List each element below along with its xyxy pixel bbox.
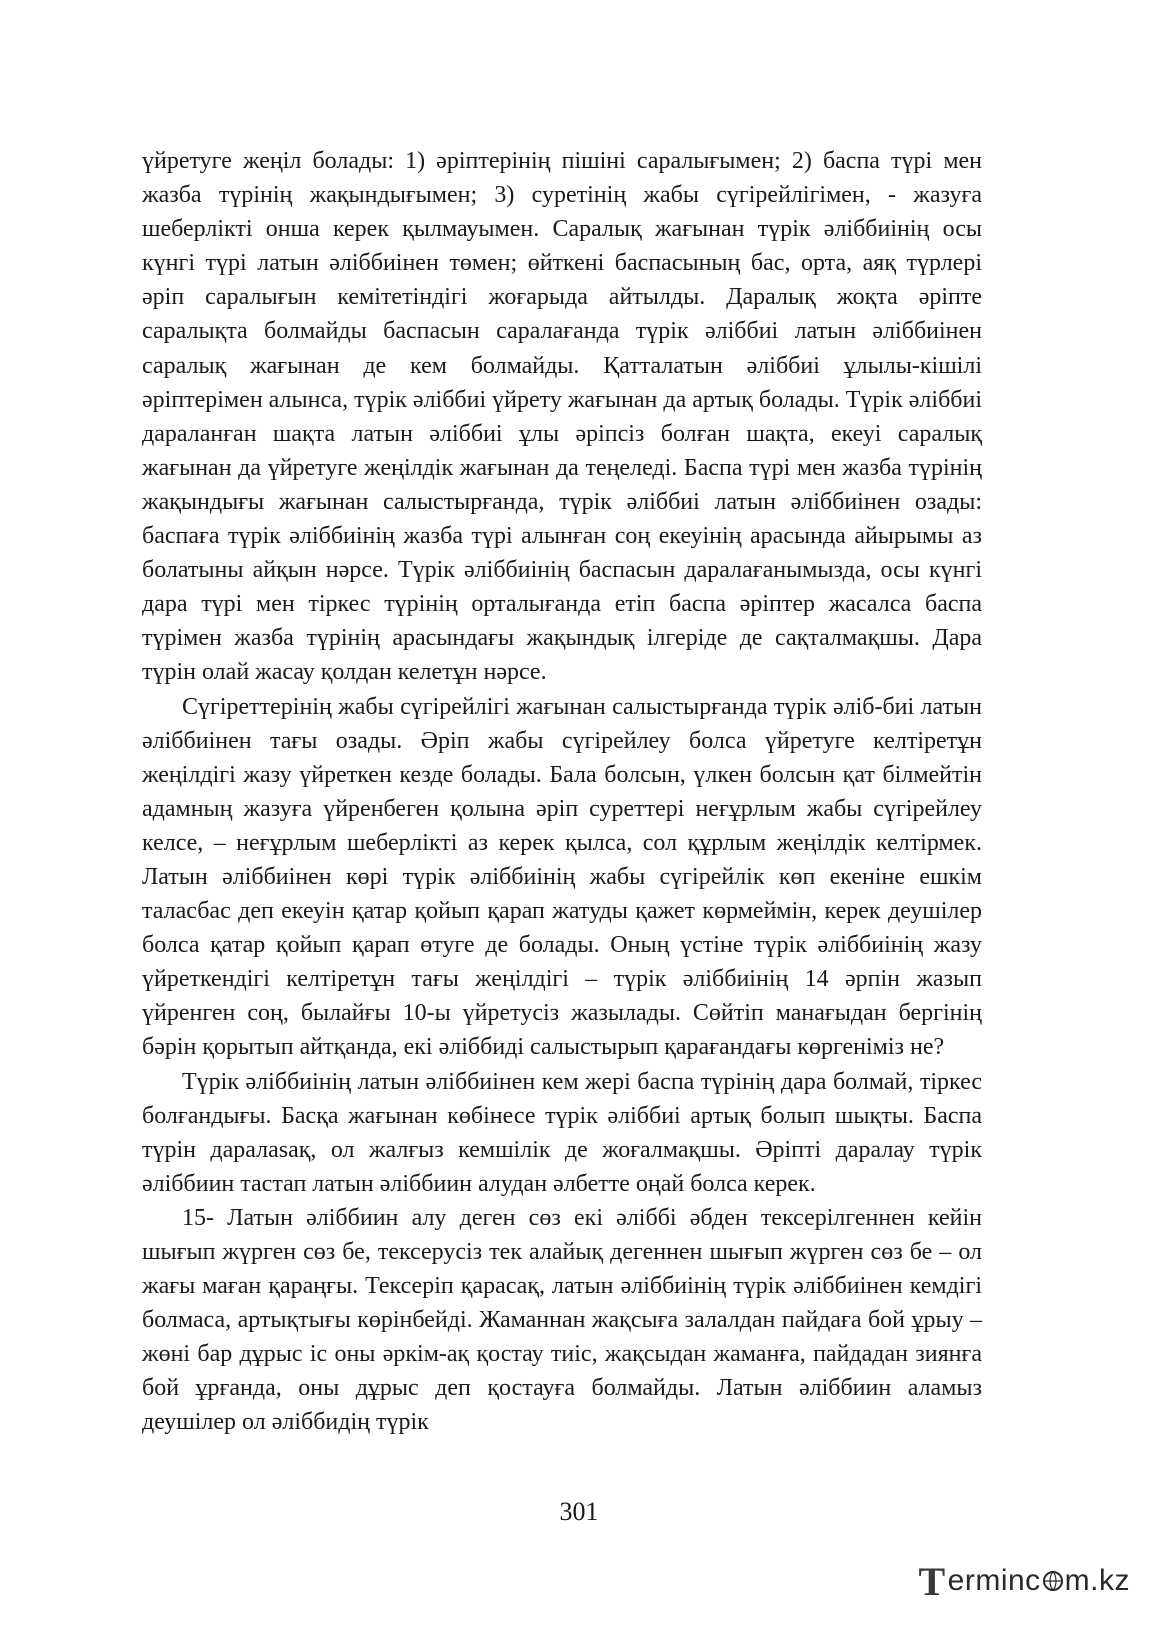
paragraph: Түрік әліббиінің латын әліббиінен кем жері баспа түрінің дара болмай, тіркес болғандығы. Басқа жағынан көбінесе түрік әліббиі артық болып шықты. Баспа түрін даралasaқ, ол жалғыз кемшілік де жоғалмақшы. Әріпті даралау түрік әліббиин тастап латын әліббиин алудан әлбетте оңай болса керек. (142, 1068, 982, 1197)
termincom-watermark-logo: T ermin c m.kz (918, 1558, 1130, 1604)
page-number: 301 (559, 1497, 599, 1526)
body-text (142, 144, 982, 1440)
paragraph: үйретуге жеңіл болады: 1) әріптерінің пішіні саралығымен; 2) баспа түрі мен жазба түрінің жақындығымен; 3) суретінің жабы сүгірейлігімен, - жазуға шеберлікті онша керек қылмауымен. Саралық жағынан түрік әліббиінің осы күнгі түрі латын әліббиінен төмен; өйткені баспасының бас, орта, аяқ түрлері әріп саралығын кемітетіндігі жоғарыда айтылды. Даралық жоқта әріпте саралықта болмайды баспасын саралағанда түрік әліббиі латын әліббиінен саралық жағынан де кем болмайды. Қатталатын әліббиі ұлылы-кішілі әріптерімен алынса, түрік әліббиі үйрету жағынан да артық болады. Түрік әліббиі дараланған шақта латын әліббиі ұлы әріпсіз болған шақта, екеуі саралық жағынан да үйретуге жеңілдік жағынан да теңеледі. Баспа түрі мен жазба түрінің жақындығы жағынан салыстырғанда, түрік әліббиі латын әліббиінен озады: баспаға түрік әліббиінің жазба түрі алынған соң екеуінің арасында айырымы аз болатыны айқын нәрсе. Түрік әліббиінің баспасын даралағанымызда, осы күнгі дара түрі мен тіркес түрінің орталығанда етіп баспа әріптер жасалса баспа түрімен жазба түрінің арасындағы жақындық ілгеріде де сақталмақшы. Дара түрін олай жасау қолдан келетұн нәрсе. (142, 148, 982, 686)
paragraph: 15- Латын әліббиин алу деген сөз екі әліббі әбден тексерілгеннен кейін шығып жүрген сөз бе, тексерусіз тек алайық дегеннен шығып жүрген сөз бе – ол жағы маған қараңғы. Тексеріп қарасақ, латын әліббиінің түрік әліббиінен кемдігі болмаса, артықтығы көрінбейді. Жаманнан жақсыға залалдан пайдаға бой ұрыу – жөні бар дұрыс іс оны әркім-ақ қостау тиіс, жақсыдан жаманға, пайдадан зиянға бой ұрғанда, оны дұрыс деп қостауға болмайды. Латын әліббиин аламыз деушілер ол әліббидің түрік (142, 1204, 982, 1436)
paragraph: Сүгіреттерінің жабы сүгірейлігі жағынан салыстырғанда түрік әліб-биі латын әліббиінен тағы озады. Әріп жабы сүгірейлеу болса үйретуге келтіретұн жеңілдігі жазу үйреткен кезде болады. Бала болсын, үлкен болсын қат білмейтін адамның жазуға үйренбеген қолына әріп суреттері неғұрлым жабы сүгірейлеу келсе, – неғұрлым шеберлікті аз керек қылса, сол құрлым жеңілдік келтірмек. Латын әліббиінен көрі түрік әліббиінің жабы сүгірейлік көп екеніне ешкім таласбас деп екеуін қатар қойып қарап жатуды қажет көрмеймін, керек деушілер болса қатар қойып қарап өтуге де болады. Оның үстіне түрік әліббиінің жазу үйреткендігі келтіретұн тағы жеңілдігі – түрік әліббиінің 14 әрпін жазып үйренген соң, былайғы 10-ы үйретусіз жазылады. Сөйтіп манағыдан бергінің бәрін қорытып айтқанда, екі әліббиді салыстырып қарағандағы көргеніміз не? (142, 693, 982, 1061)
globe-icon (1042, 1570, 1064, 1592)
